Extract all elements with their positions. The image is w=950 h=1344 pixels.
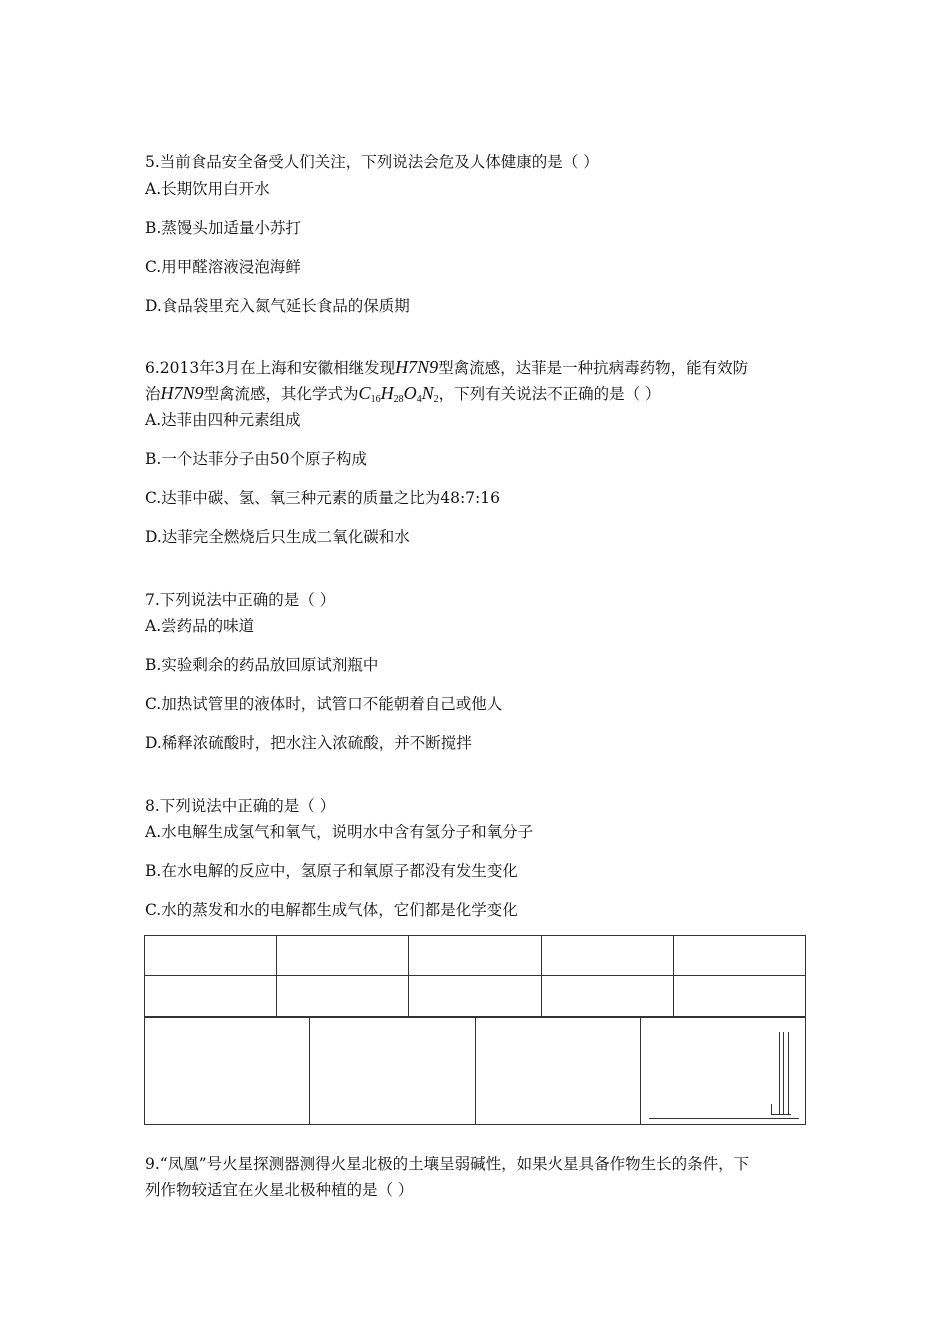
grid-row [145,976,806,1017]
q6-option-d: D.达菲完全燃烧后只生成二氧化碳和水 [145,528,410,546]
grid-cell [673,936,805,976]
q5-option-b: B.蒸馒头加适量小苏打 [145,219,301,237]
q6-stem-text: 6.2013年3月在上海和安徽相继发现 [145,359,396,377]
q8-option-b: B.在水电解的反应中，氢原子和氧原子都没有发生变化 [145,862,518,880]
grid-row [145,936,806,976]
q6-virus-name: H7N9 [395,357,439,377]
formula-subscript-c: 16 [370,394,381,405]
q6-option-c: C.达菲中碳、氢、氧三种元素的质量之比为48:7:16 [145,489,500,507]
grid-cell [673,976,805,1017]
q6-stem-line1 [145,357,748,378]
grid-cell [541,976,673,1017]
q7-option-b: B.实验剩余的药品放回原试剂瓶中 [145,656,379,674]
q8-stem: 8.下列说法中正确的是（ ） [145,797,336,815]
grid-cell [277,936,409,976]
q9-stem-line1: 9.“凤凰”号火星探测器测得火星北极的土壤呈弱碱性，如果火星具备作物生长的条件，下 [145,1155,750,1173]
figure-cell [640,1018,805,1125]
q6-option-b: B.一个达菲分子由50个原子构成 [145,450,368,468]
grid-cell [277,976,409,1017]
grid-cell [409,976,541,1017]
q6-virus-name: H7N9 [160,383,204,403]
q9-stem-line2: 列作物较适宜在火星北极种植的是（ ） [145,1181,414,1199]
q5-option-c: C.用甲醛溶液浸泡海鲜 [145,258,301,276]
formula-subscript-h: 28 [393,394,404,405]
q5-option-d: D.食品袋里充入氮气延长食品的保质期 [145,297,410,315]
q7-option-a: A.尝药品的味道 [145,617,255,635]
formula-element-n: N [421,383,434,403]
tube-line [788,1032,789,1114]
q5-stem: 5.当前食品安全备受人们关注，下列说法会危及人体健康的是（ ） [145,153,599,171]
tube-line [779,1032,780,1114]
figure-cell [145,1018,310,1125]
q6-stem-text: 型禽流感，达菲是一种抗病毒药物，能有效防 [438,359,749,377]
q6-chemical-formula [359,383,439,403]
grid-cell [409,936,541,976]
grid-cell [145,936,277,976]
q6-stem-text: 治 [145,385,161,403]
q6-stem-text: ，下列有关说法不正确的是（ ） [438,385,661,403]
formula-element-c: C [358,383,371,403]
grid-cell [541,936,673,976]
tube-line [771,1104,772,1114]
formula-element-h: H [380,383,394,403]
formula-subscript-n: 2 [433,394,439,405]
q7-option-d: D.稀释浓硫酸时，把水注入浓硫酸，并不断搅拌 [145,734,472,752]
grid-cell [145,976,277,1017]
empty-grid-top [144,935,806,1017]
q8-option-a: A.水电解生成氢气和氧气，说明水中含有氢分子和氧分子 [145,823,534,841]
figure-cell [310,1018,475,1125]
formula-subscript-o: 4 [416,394,422,405]
base-line [649,1118,799,1119]
grid-row [145,1018,806,1125]
q6-stem-line2 [145,383,661,410]
q7-option-c: C.加热试管里的液体时，试管口不能朝着自己或他人 [145,695,503,713]
tube-line [783,1032,784,1114]
figure-grid [144,1017,806,1125]
q6-option-a: A.达菲由四种元素组成 [145,411,301,429]
q8-option-c: C.水的蒸发和水的电解都生成气体，它们都是化学变化 [145,901,518,919]
q7-stem: 7.下列说法中正确的是（ ） [145,591,336,609]
formula-element-o: O [403,383,417,403]
q5-option-a: A.长期饮用白开水 [145,180,270,198]
q6-stem-text: 型禽流感，其化学式为 [203,385,359,403]
base-line [771,1114,791,1115]
figure-cell [475,1018,640,1125]
